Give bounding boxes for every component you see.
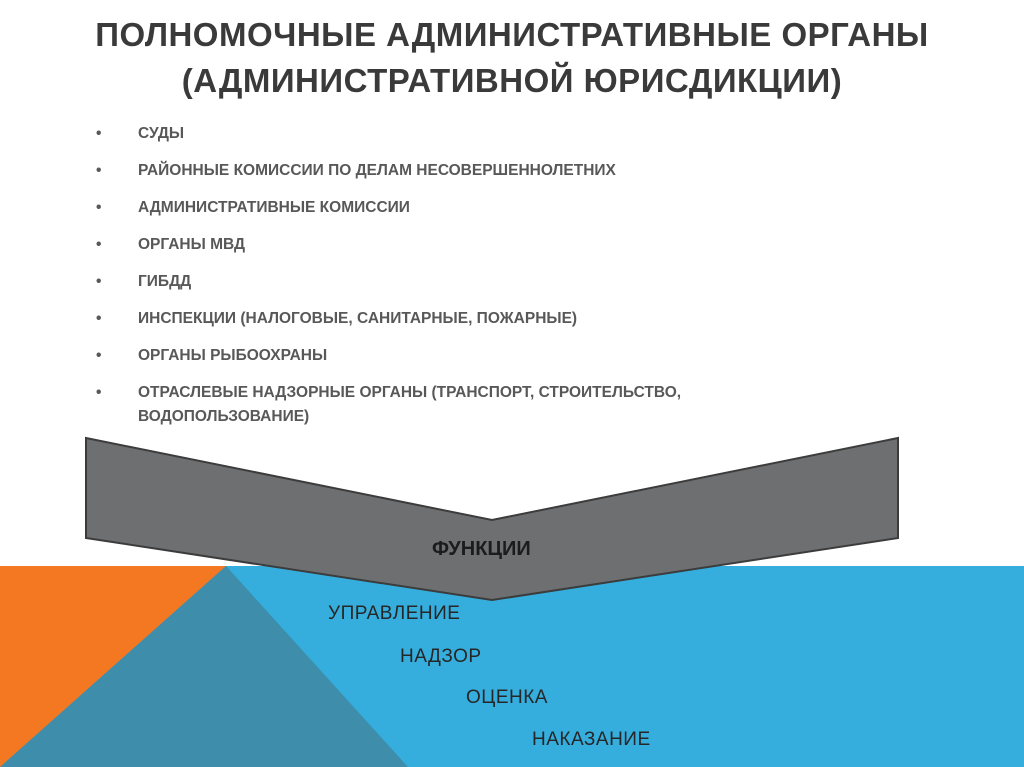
functions-title: ФУНКЦИИ — [432, 538, 531, 560]
list-item: • ИНСПЕКЦИИ (НАЛОГОВЫЕ, САНИТАРНЫЕ, ПОЖАРНЫЕ) — [96, 307, 836, 331]
list-item: • АДМИНИСТРАТИВНЫЕ КОМИССИИ — [96, 196, 836, 220]
title-line-2: (АДМИНИСТРАТИВНОЙ ЮРИСДИКЦИИ) — [181, 62, 843, 99]
bodies-list — [96, 122, 836, 442]
list-item: • РАЙОННЫЕ КОМИССИИ ПО ДЕЛАМ НЕСОВЕРШЕННОЛЕТНИХ — [96, 159, 836, 183]
function-item-supervision: НАДЗОР — [400, 646, 482, 667]
title-line-1: ПОЛНОМОЧНЫЕ АДМИНИСТРАТИВНЫЕ ОРГАНЫ — [95, 16, 929, 53]
function-item-punishment: НАКАЗАНИЕ — [532, 729, 651, 750]
slide-title — [0, 12, 1024, 104]
function-item-assessment: ОЦЕНКА — [466, 687, 548, 708]
list-item: • ГИБДД — [96, 270, 836, 294]
list-item: • СУДЫ — [96, 122, 836, 146]
function-item-management: УПРАВЛЕНИЕ — [328, 603, 461, 624]
list-item: • ОРГАНЫ МВД — [96, 233, 836, 257]
list-item: • ОТРАСЛЕВЫЕ НАДЗОРНЫЕ ОРГАНЫ (ТРАНСПОРТ, СТРОИТЕЛЬСТВО, ВОДОПОЛЬЗОВАНИЕ) — [96, 381, 836, 429]
list-item: • ОРГАНЫ РЫБООХРАНЫ — [96, 344, 836, 368]
